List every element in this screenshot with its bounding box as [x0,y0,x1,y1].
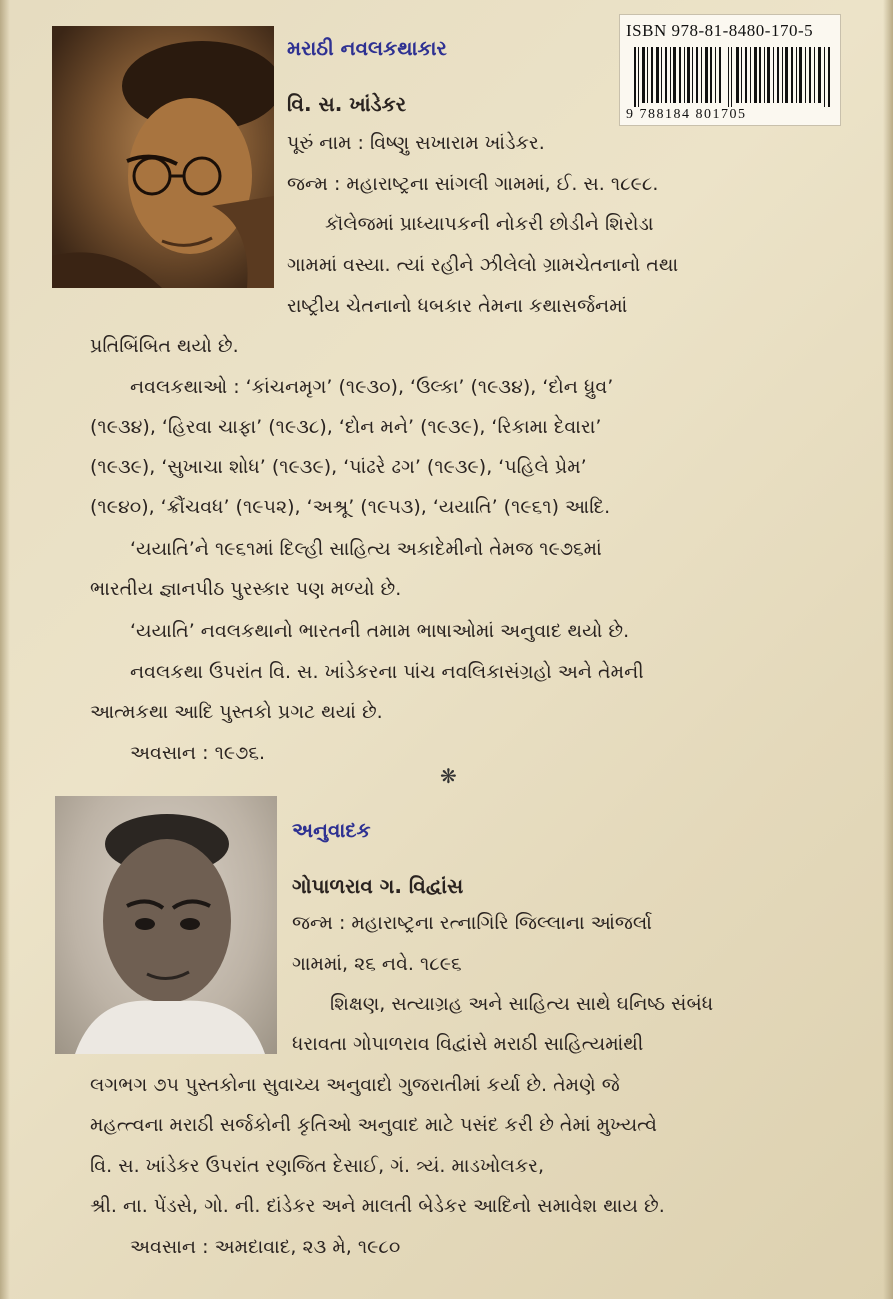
author-text-line: પ્રતિબિંબિત થયો છે. [90,335,239,357]
page-edge-left [0,0,10,1299]
author-name: વિ. સ. ખાંડેકર [287,92,407,116]
translator-name: ગોપાળરાવ ગ. વિદ્વાંસ [292,874,464,898]
author-text-line: આત્મકથા આદિ પુસ્તકો પ્રગટ થયાં છે. [90,701,383,723]
author-text-line: ગામમાં વસ્યા. ત્યાં રહીને ઝીલેલો ગ્રામચેતનાનો તથા [287,254,679,276]
author-text-line: (૧૯૪૦), ‘ક્રૌંચવધ’ (૧૯૫૨), ‘અશ્રૂ’ (૧૯૫૩), ‘યયાતિ’ (૧૯૬૧) આદિ. [90,496,611,518]
author-death-line: અવસાન : ૧૯૭૬. [130,742,266,764]
author-section-heading: મરાઠી નવલકથાકાર [287,36,447,60]
page-edge-right [883,0,893,1299]
author-text-line: ‘યયાતિ’ નવલકથાનો ભારતની તમામ ભાષાઓમાં અનુવાદ થયો છે. [130,620,630,642]
author-text-line: પૂરું નામ : વિષ્ણુ સખારામ ખાંડેકર. [287,132,545,154]
translator-text-line: લગભગ ૭૫ પુસ્તકોના સુવાચ્ય અનુવાદો ગુજરાતીમાં કર્યા છે. તેમણે જે [90,1074,620,1096]
translator-photo [55,796,277,1054]
translator-text-line: ગામમાં, ૨૬ નવે. ૧૮૯૬ [292,953,462,975]
author-text-line: રાષ્ટ્રીય ચેતનાનો ધબકાર તેમના કથાસર્જનમાં [287,295,628,317]
author-text-line: નવલકથા ઉપરાંત વિ. સ. ખાંડેકરના પાંચ નવલિકાસંગ્રહો અને તેમની [130,661,644,683]
translator-text-line: જન્મ : મહારાષ્ટ્રના રત્નાગિરિ જિલ્લાના આંજર્લા [292,912,652,934]
isbn-label: ISBN 978-81-8480-170-5 [626,21,814,40]
author-text-line: (૧૯૩૯), ‘સુખાચા શોધ’ (૧૯૩૯), ‘પાંઢરે ઢગ’ (૧૯૩૯), ‘પહિલે પ્રેમ’ [90,456,587,478]
translator-section-heading: અનુવાદક [292,818,371,842]
author-text-line: કૉલેજમાં પ્રાધ્યાપકની નોકરી છોડીને શિરોડા [325,213,654,235]
section-divider-flower-icon: ❋ [440,764,457,788]
translator-death-line: અવસાન : અમદાવાદ, ૨૩ મે, ૧૯૮૦ [130,1236,401,1258]
translator-text-line: ધરાવતા ગોપાળરાવ વિદ્વાંસે મરાઠી સાહિત્યમાંથી [292,1033,644,1055]
isbn-digits: 9 788184 801705 [626,107,747,122]
translator-text-line: શ્રી. ના. પેંડસે, ગો. ની. દાંડેકર અને માલતી બેડેકર આદિનો સમાવેશ થાય છે. [90,1195,665,1217]
translator-text-line: વિ. સ. ખાંડેકર ઉપરાંત રણજિત દેસાઈ, ગં. ત્ર્યં. માડખોલકર, [90,1155,544,1177]
translator-text-line: મહત્ત્વના મરાઠી સર્જકોની કૃતિઓ અનુવાદ માટે પસંદ કરી છે તેમાં મુખ્યત્વે [90,1114,657,1136]
author-text-line: નવલકથાઓ : ‘કાંચનમૃગ’ (૧૯૩૦), ‘ઉલ્કા’ (૧૯૩૪), ‘દોન ધ્રુવ’ [130,376,614,398]
translator-text-line: શિક્ષણ, સત્યાગ્રહ અને સાહિત્ય સાથે ઘનિષ્ઠ સંબંધ [330,993,714,1015]
author-text-line: ‘યયાતિ’ને ૧૯૬૧માં દિલ્હી સાહિત્ય અકાદેમીનો તેમજ ૧૯૭૬માં [130,538,602,560]
author-text-line: જન્મ : મહારાષ્ટ્રના સાંગલી ગામમાં, ઈ. સ. ૧૮૯૮. [287,173,659,195]
author-photo [52,26,274,288]
isbn-barcode-box [619,14,841,126]
barcode-bars [634,47,830,107]
author-text-line: (૧૯૩૪), ‘હિરવા ચાફા’ (૧૯૩૮), ‘દોન મને’ (૧૯૩૯), ‘રિકામા દેવારા’ [90,416,602,438]
author-text-line: ભારતીય જ્ઞાનપીઠ પુરસ્કાર પણ મળ્યો છે. [90,578,402,600]
